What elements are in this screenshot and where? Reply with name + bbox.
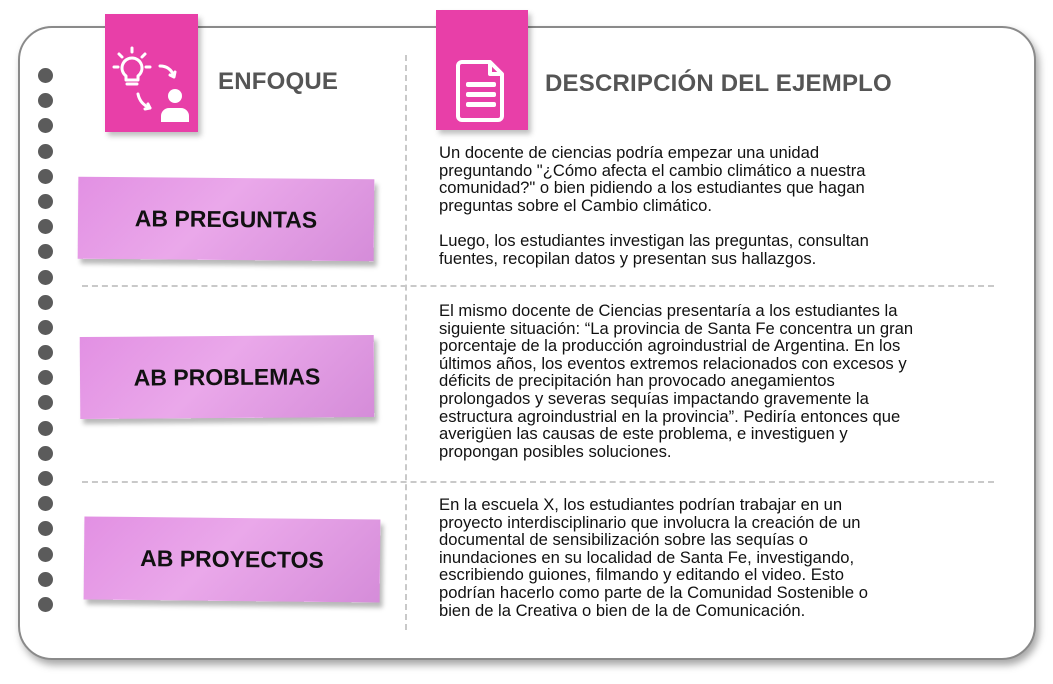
ring-hole (38, 244, 53, 259)
approach-note-problemas: AB PROBLEMAS (80, 335, 375, 419)
ring-hole (38, 395, 53, 410)
ring-hole (38, 521, 53, 536)
description-preguntas-paragraph-1: Un docente de ciencias podría empezar una unidad preguntando "¿Cómo afecta el cambio climático a nuestra comunidad?" o bien pidiendo a los estudiantes que hagan preguntas sobre el Cambio climático. (439, 143, 866, 215)
notebook-rings (38, 68, 54, 622)
description-proyectos-paragraph: En la escuela X, los estudiantes podrían trabajar en un proyecto interdisciplinario que involucra la creación de un documental de sensibilización sobre las sequías o inundaciones en su localidad de Santa Fe, investigando, escribiendo guiones, filmando y editando el video. Esto podrían hacerlo como parte de la Comunidad Sostenible o bien de la Creativa o bien de la de Comunicación. (439, 495, 868, 620)
ring-hole (38, 597, 53, 612)
column-divider (405, 55, 407, 630)
ring-hole (38, 471, 53, 486)
ring-hole (38, 370, 53, 385)
ring-hole (38, 295, 53, 310)
idea-person-icon (105, 14, 198, 132)
document-icon (436, 10, 528, 130)
ring-hole (38, 118, 53, 133)
ring-hole (38, 547, 53, 562)
ring-hole (38, 93, 53, 108)
ring-hole (38, 496, 53, 511)
ring-hole (38, 144, 53, 159)
ring-hole (38, 345, 53, 360)
ring-hole (38, 270, 53, 285)
ring-hole (38, 421, 53, 436)
ring-hole (38, 320, 53, 335)
ring-hole (38, 446, 53, 461)
ring-hole (38, 572, 53, 587)
description-problemas-paragraph: El mismo docente de Ciencias presentaría a los estudiantes la siguiente situación: “La provincia de Santa Fe concentra un gran porcentaje de la producción agroindustrial de Argentina. En los últimos años, los eventos extremos relacionados con excesos y déficits de precipitación han provocado anegamientos prolongados y severas sequías impactando gravemente la estructura agroindustrial en la provincia”. Pediría entonces que averigüen las causas de este problema, e investiguen y propongan posibles soluciones. (439, 301, 914, 461)
row-divider (82, 481, 994, 483)
approach-note-preguntas: AB PREGUNTAS (78, 177, 375, 262)
approach-header: ENFOQUE (218, 68, 339, 95)
row-divider (82, 285, 994, 287)
ring-hole (38, 194, 53, 209)
approach-tab (105, 14, 198, 132)
ring-hole (38, 169, 53, 184)
description-tab (436, 10, 528, 130)
ring-hole (38, 68, 53, 83)
approach-note-proyectos: AB PROYECTOS (84, 516, 381, 602)
ring-hole (38, 219, 53, 234)
description-header: DESCRIPCIÓN DEL EJEMPLO (545, 70, 892, 97)
description-preguntas-paragraph-2: Luego, los estudiantes investigan las preguntas, consultan fuentes, recopilan datos y presentan sus hallazgos. (439, 231, 869, 268)
